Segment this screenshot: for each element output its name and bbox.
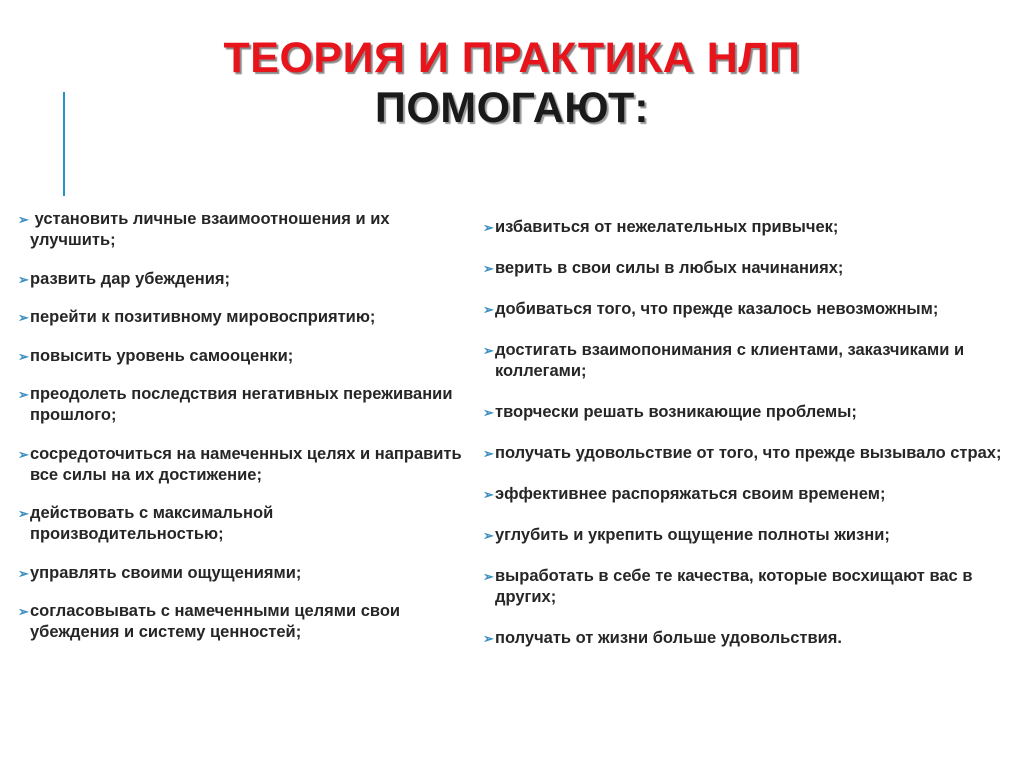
slide-title	[0, 33, 1024, 133]
list-item-text: добиваться того, что прежде казалось невозможным;	[495, 300, 939, 318]
list-item-text: творчески решать возникающие проблемы;	[495, 403, 857, 421]
list-item-text: развить дар убеждения;	[30, 269, 230, 288]
list-item-text: действовать с максимальной производительностью;	[30, 504, 274, 543]
arrow-bullet-icon: ➢	[18, 446, 29, 462]
list-item	[18, 269, 463, 290]
list-item-text: эффективнее распоряжаться своим временем;	[495, 485, 886, 503]
list-item	[18, 384, 463, 426]
arrow-bullet-icon: ➢	[18, 310, 29, 325]
accent-bar	[63, 92, 65, 196]
list-item	[483, 566, 1008, 608]
list-item-text: достигать взаимопонимания с клиентами, заказчиками и коллегами;	[495, 341, 965, 380]
list-item	[483, 443, 1008, 464]
arrow-bullet-icon: ➢	[483, 405, 494, 420]
list-item	[483, 402, 1008, 423]
list-item-text: избавиться от нежелательных привычек;	[495, 218, 839, 236]
arrow-bullet-icon: ➢	[18, 348, 29, 364]
list-item	[483, 484, 1008, 505]
list-item-text: сосредоточиться на намеченных целях и направить все силы на их достижение;	[30, 444, 462, 484]
arrow-bullet-icon: ➢	[18, 604, 29, 619]
list-item-text: повысить уровень самооценки;	[30, 346, 294, 365]
left-bullet-list	[18, 209, 463, 661]
arrow-bullet-icon: ➢	[483, 487, 494, 502]
list-item	[483, 217, 1008, 238]
list-item	[483, 340, 1008, 382]
list-item-text: получать от жизни больше удовольствия.	[495, 629, 842, 647]
list-item-text: преодолеть последствия негативных переживании прошлого;	[30, 385, 453, 424]
arrow-bullet-icon: ➢	[18, 212, 29, 227]
arrow-bullet-icon: ➢	[483, 631, 494, 646]
list-item	[18, 307, 463, 328]
title-line-1: ТЕОРИЯ И ПРАКТИКА НЛП	[223, 34, 801, 82]
list-item	[18, 209, 463, 251]
list-item	[18, 601, 463, 643]
arrow-bullet-icon: ➢	[18, 271, 29, 287]
arrow-bullet-icon: ➢	[483, 220, 494, 235]
title-line-2: ПОМОГАЮТ:	[374, 84, 650, 132]
arrow-bullet-icon: ➢	[483, 302, 494, 317]
arrow-bullet-icon: ➢	[483, 446, 494, 461]
list-item-text: установить личные взаимоотношения и их улучшить;	[30, 210, 395, 249]
list-item	[483, 258, 1008, 279]
arrow-bullet-icon: ➢	[18, 506, 29, 521]
right-bullet-list	[483, 217, 1008, 669]
arrow-bullet-icon: ➢	[483, 343, 494, 358]
list-item	[483, 299, 1008, 320]
list-item-text: перейти к позитивному мировосприятию;	[30, 308, 376, 326]
arrow-bullet-icon: ➢	[483, 261, 494, 276]
list-item-text: выработать в себе те качества, которые восхищают вас в других;	[495, 567, 973, 606]
list-item-text: управлять своими ощущениями;	[30, 563, 302, 582]
arrow-bullet-icon: ➢	[18, 565, 29, 581]
arrow-bullet-icon: ➢	[483, 569, 494, 584]
list-item-text: согласовывать с намеченными целями свои убеждения и систему ценностей;	[30, 602, 401, 641]
arrow-bullet-icon: ➢	[18, 387, 29, 402]
list-item	[18, 444, 463, 486]
list-item	[483, 525, 1008, 546]
list-item	[18, 563, 463, 584]
list-item	[483, 628, 1008, 649]
list-item	[18, 503, 463, 545]
arrow-bullet-icon: ➢	[483, 528, 494, 543]
list-item	[18, 346, 463, 367]
list-item-text: верить в свои силы в любых начинаниях;	[495, 259, 844, 277]
list-item-text: углубить и укрепить ощущение полноты жизни;	[495, 526, 890, 544]
list-item-text: получать удовольствие от того, что прежде вызывало страх;	[495, 444, 1002, 462]
